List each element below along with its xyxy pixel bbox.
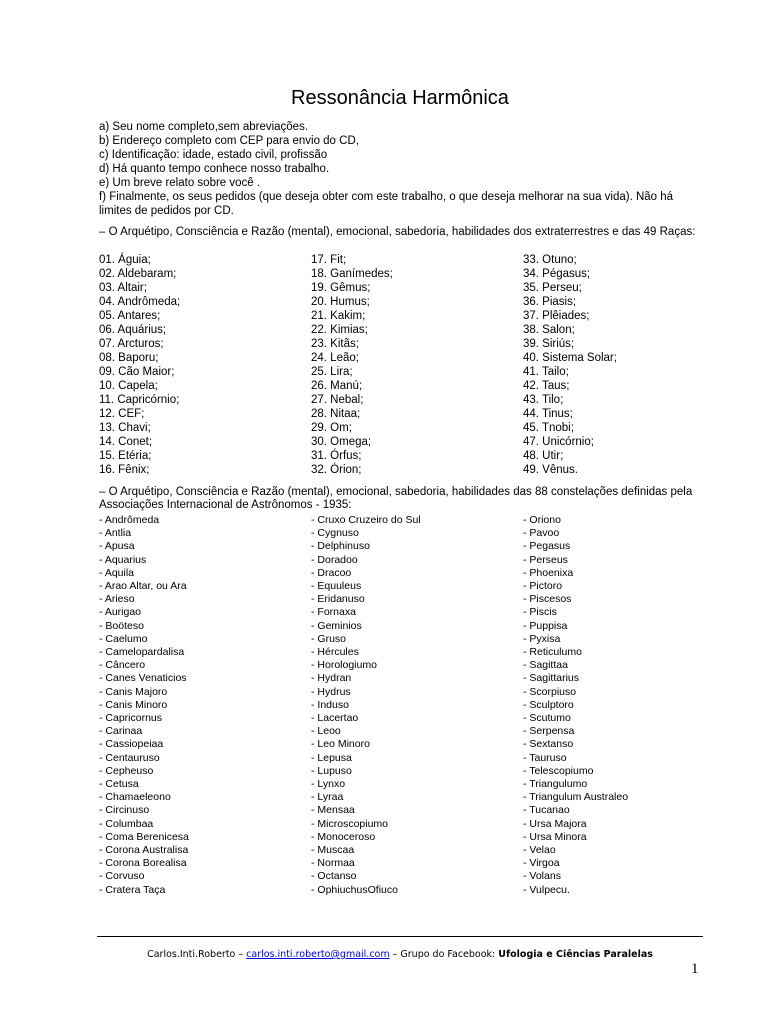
instruction-item: f) Finalmente, os seus pedidos (que deseja obter com este trabalho, o que deseja melhorar na sua vida). Não há limites de pedidos por CD. — [99, 191, 677, 217]
constellations-column — [99, 514, 189, 897]
list-item: - Hércules — [311, 646, 359, 659]
footer-group-prefix: – Grupo do Facebook: — [392, 949, 496, 960]
list-item: - Puppisa — [523, 619, 568, 632]
list-item: - Pavoo — [523, 527, 560, 540]
list-item: - Geminios — [311, 619, 362, 632]
list-item: - Andrômeda — [99, 514, 160, 526]
list-item: - Volans — [523, 870, 561, 883]
list-item: 17. Fit; — [311, 254, 347, 266]
list-item: - Lyraa — [311, 791, 344, 804]
list-item: 36. Piasis; — [523, 296, 577, 308]
list-item: - Cruxo Cruzeiro do Sul — [311, 514, 421, 526]
constellations-heading: – O Arquétipo, Consciência e Razão (mental), emocional, sabedoria, habilidades das 88 constelações definidas pela Associações Internacional de Astrônomos - 1935: — [99, 486, 693, 511]
list-item: 02. Aldebaram; — [99, 268, 177, 280]
list-item: - Muscaa — [311, 844, 355, 857]
list-item: - Columbaa — [99, 817, 154, 830]
list-item: - Triangulumo — [523, 778, 588, 791]
list-item: - Induso — [311, 698, 349, 711]
list-item: - Aquila — [99, 566, 135, 579]
list-item: - Equuleus — [311, 580, 362, 593]
list-item: - Canis Majoro — [99, 685, 168, 698]
list-item: 40. Sistema Solar; — [523, 352, 617, 364]
list-item: 42. Taus; — [523, 380, 570, 392]
list-item: - Centauruso — [99, 751, 160, 764]
list-item: 14. Conet; — [99, 436, 153, 448]
list-item: 22. Kimias; — [311, 324, 368, 336]
list-item: - Horologiumo — [311, 659, 377, 672]
list-item: - Reticulumo — [523, 646, 582, 659]
list-item: - Sagittaa — [523, 659, 568, 672]
list-item: - Camelopardalisa — [99, 646, 185, 659]
list-item: - Cratera Taça — [99, 883, 166, 896]
list-item: 06. Aquárius; — [99, 324, 167, 336]
list-item: 35. Perseu; — [523, 282, 582, 294]
list-item: - Vulpecu. — [523, 883, 570, 896]
list-item: - Cetusa — [99, 778, 139, 791]
list-item: - Lynxo — [311, 778, 346, 791]
list-item: 48. Utir; — [523, 450, 564, 462]
list-item: 25. Lira; — [311, 366, 353, 378]
list-item: - Boöteso — [99, 619, 144, 632]
list-item: - Microscopiumo — [311, 817, 389, 830]
list-item: 13. Chavi; — [99, 422, 151, 434]
list-item: - Lepusa — [311, 751, 352, 764]
list-item: 15. Etéria; — [99, 450, 152, 462]
list-item: 16. Fênix; — [99, 464, 150, 476]
list-item: - Corona Borealisa — [99, 857, 187, 870]
list-item: 23. Kitãs; — [311, 338, 359, 350]
list-item: - Caelumo — [99, 632, 148, 645]
list-item: 21. Kakim; — [311, 310, 366, 322]
instruction-item: c) Identificação: idade, estado civil, profissão — [99, 149, 328, 161]
page-number: 1 — [691, 961, 699, 977]
list-item: 37. Plêiades; — [523, 310, 590, 322]
list-item: - Oriono — [523, 514, 561, 526]
list-item: - Canes Venaticios — [99, 672, 187, 685]
footer — [0, 949, 768, 961]
list-item: 01. Águia; — [99, 254, 151, 266]
list-item: 07. Arcturos; — [99, 338, 164, 350]
list-item: - Triangulum Australeo — [523, 791, 629, 804]
list-item: - Aurigao — [99, 606, 142, 619]
footer-group-name: Ufologia e Ciências Paralelas — [498, 949, 653, 960]
list-item: - Arao Altar, ou Ara — [99, 580, 187, 593]
request-instructions — [99, 120, 699, 218]
list-item: - Lupuso — [311, 764, 352, 777]
list-item: - Antlia — [99, 527, 132, 540]
list-item: 41. Tailo; — [523, 366, 569, 378]
list-item: - Piscesos — [523, 593, 572, 606]
list-item: 49. Vênus. — [523, 464, 578, 476]
list-item: - Tauruso — [523, 751, 567, 764]
list-item: - Perseus — [523, 553, 568, 566]
list-item: - Fornaxa — [311, 606, 356, 619]
page-title: Ressonância Harmônica — [291, 87, 509, 109]
list-item: - Cygnuso — [311, 527, 359, 540]
list-item: 10. Capela; — [99, 380, 158, 392]
list-item: - OphiuchusOfiuco — [311, 883, 398, 896]
list-item: - Carinaa — [99, 725, 143, 738]
list-item: 26. Manú; — [311, 380, 363, 392]
instruction-item: e) Um breve relato sobre você . — [99, 177, 261, 189]
list-item: - Circinuso — [99, 804, 150, 817]
footer-divider — [97, 936, 703, 937]
list-item: - Sextanso — [523, 738, 574, 751]
instruction-item: a) Seu nome completo,sem abreviações. — [99, 121, 309, 133]
list-item: - Lacertao — [311, 712, 359, 725]
list-item: 45. Tnobi; — [523, 422, 574, 434]
races-column — [311, 253, 393, 477]
instruction-item: d) Há quanto tempo conhece nosso trabalho. — [99, 163, 330, 175]
footer-email-link[interactable]: carlos.inti.roberto@gmail.com — [246, 949, 390, 960]
list-item: - Mensaa — [311, 804, 355, 817]
list-item: 09. Cão Maior; — [99, 366, 175, 378]
list-item: - Corona Australisa — [99, 844, 189, 857]
list-item: 27. Nebal; — [311, 394, 364, 406]
list-item: 33. Otuno; — [523, 254, 577, 266]
list-item: - Monoceroso — [311, 830, 376, 843]
list-item: - Sagittarius — [523, 672, 580, 685]
list-item: 03. Altair; — [99, 282, 147, 294]
list-item: - Cassiopeiaa — [99, 738, 164, 751]
races-heading: – O Arquétipo, Consciência e Razão (mental), emocional, sabedoria, habilidades dos extraterrestres e das 49 Raças: — [99, 226, 696, 238]
list-item: - Hydran — [311, 672, 352, 685]
list-item: 28. Nitaa; — [311, 408, 361, 420]
list-item: 47. Unicórnio; — [523, 436, 594, 448]
list-item: - Apusa — [99, 540, 135, 553]
list-item: - Aquarius — [99, 553, 147, 566]
list-item: - Leoo — [311, 725, 341, 738]
list-item: - Tucanao — [523, 804, 570, 817]
list-item: - Ursa Majora — [523, 817, 587, 830]
list-item: 12. CEF; — [99, 408, 145, 420]
list-item: - Corvuso — [99, 870, 145, 883]
list-item: - Phoenixa — [523, 566, 574, 579]
list-item: 20. Humus; — [311, 296, 370, 308]
list-item: 24. Leão; — [311, 352, 359, 364]
races-column — [523, 253, 617, 477]
list-item: - Ursa Minora — [523, 830, 587, 843]
list-item: - Sculptoro — [523, 698, 574, 711]
list-item: - Pegasus — [523, 540, 571, 553]
list-item: 29. Om; — [311, 422, 352, 434]
list-item: - Delphinuso — [311, 540, 370, 553]
list-item: 19. Gêmus; — [311, 282, 371, 294]
list-item: - Velao — [523, 844, 556, 857]
list-item: - Scorpiuso — [523, 685, 577, 698]
list-item: - Câncero — [99, 659, 146, 672]
list-item: 08. Baporu; — [99, 352, 159, 364]
footer-author: Carlos.Inti.Roberto – — [147, 949, 244, 960]
list-item: - Dracoo — [311, 566, 352, 579]
list-item: 34. Pégasus; — [523, 268, 591, 280]
list-item: - Piscis — [523, 606, 557, 619]
list-item: 44. Tinus; — [523, 408, 573, 420]
list-item: 39. Siriús; — [523, 338, 575, 350]
list-item: - Hydrus — [311, 685, 351, 698]
list-item: - Serpensa — [523, 725, 575, 738]
list-item: - Pictoro — [523, 580, 563, 593]
list-item: 31. Órfus; — [311, 450, 362, 462]
instruction-item: b) Endereço completo com CEP para envio do CD, — [99, 135, 359, 147]
list-item: 38. Salon; — [523, 324, 575, 336]
list-item: 11. Capricórnio; — [99, 394, 180, 406]
list-item: - Coma Berenicesa — [99, 830, 189, 843]
list-item: - Canis Minoro — [99, 698, 168, 711]
list-item: - Virgoa — [523, 857, 560, 870]
list-item: - Telescopiumo — [523, 764, 594, 777]
list-item: - Normaa — [311, 857, 355, 870]
list-item: - Pyxisa — [523, 632, 561, 645]
list-item: - Doradoo — [311, 553, 358, 566]
list-item: - Capricornus — [99, 712, 163, 725]
list-item: 32. Órion; — [311, 464, 362, 476]
list-item: - Octanso — [311, 870, 357, 883]
races-column — [99, 253, 180, 477]
list-item: 04. Andrômeda; — [99, 296, 181, 308]
constellations-column — [311, 514, 421, 897]
list-item: - Scutumo — [523, 712, 571, 725]
list-item: - Cepheuso — [99, 764, 154, 777]
list-item: 43. Tilo; — [523, 394, 564, 406]
list-item: - Chamaeleono — [99, 791, 171, 804]
list-item: 05. Antares; — [99, 310, 161, 322]
list-item: - Gruso — [311, 632, 347, 645]
list-item: 18. Ganímedes; — [311, 268, 393, 280]
list-item: 30. Omega; — [311, 436, 372, 448]
list-item: - Eridanuso — [311, 593, 365, 606]
list-item: - Arieso — [99, 593, 135, 606]
constellations-column — [523, 514, 628, 897]
list-item: - Leo Minoro — [311, 738, 370, 751]
